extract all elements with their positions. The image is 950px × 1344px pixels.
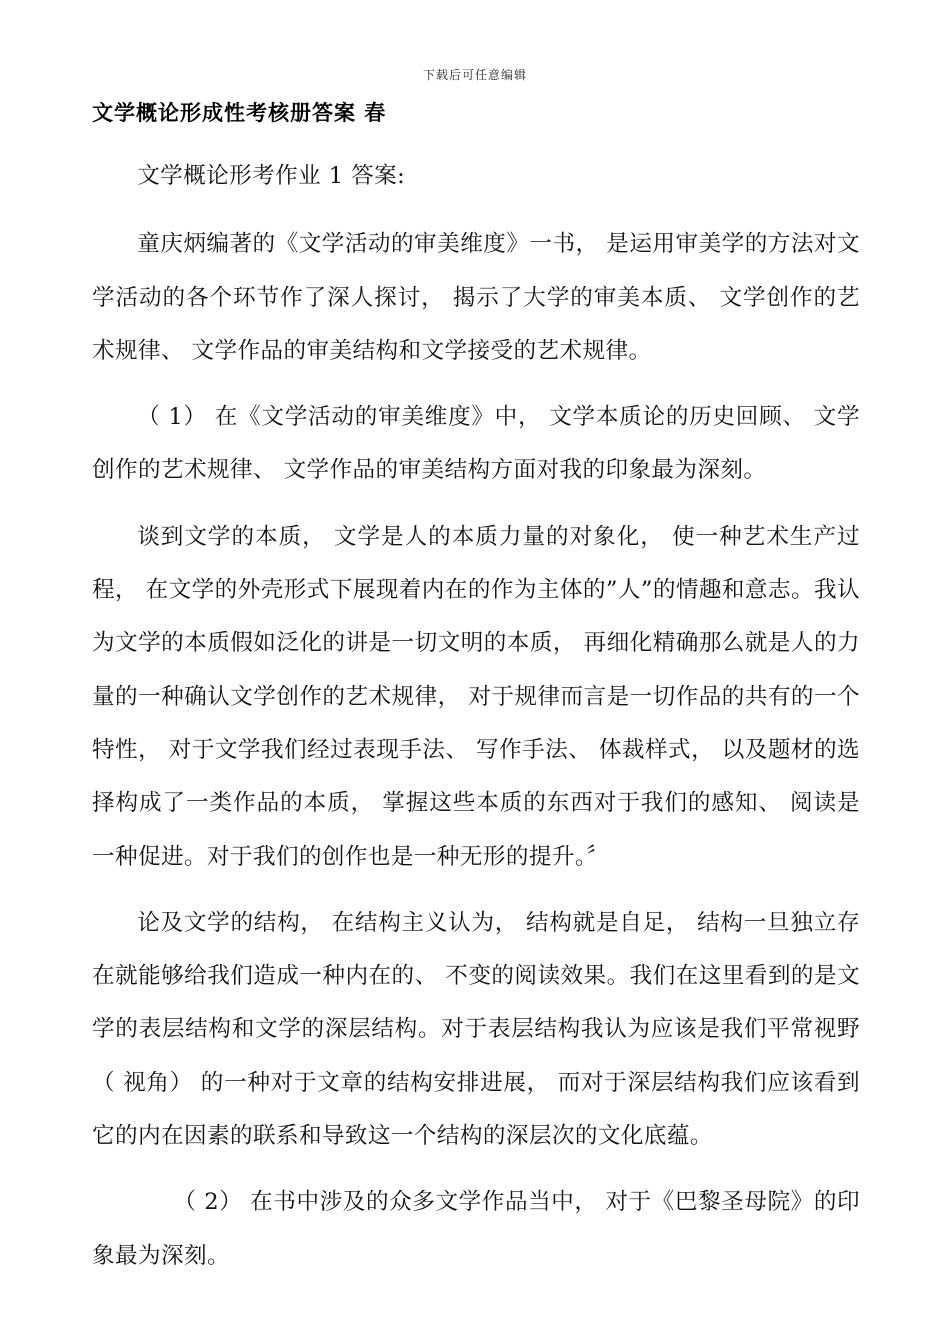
paragraph-structure: 论及文学的结构， 在结构主义认为， 结构就是自足， 结构一旦独立存在就能够给我们造成一种内在的、 不变的阅读效果。我们在这里看到的是文学的表层结构和文学的深层结构。对于表层结构我认为应该是我们平常视野（ 视角） 的一种对于文章的结构安排进展， 而对于深层结构我们应该看到它的内在因素的联系和导致这一个结构的深层次的文化底蕴。: [92, 909, 860, 1150]
document-title: 文学概论形成性考核册答案 春: [92, 101, 387, 125]
assignment-subtitle: 文学概论形考作业 1 答案:: [137, 163, 406, 189]
header-note: 下载后可任意编辑: [422, 68, 527, 82]
paragraph-point-1: （ 1） 在《文学活动的审美维度》中， 文学本质论的历史回顾、 文学创作的艺术规律、 文学作品的审美结构方面对我的印象最为深刻。: [92, 404, 860, 484]
paragraph-intro: 童庆炳编著的《文学活动的审美维度》一书， 是运用审美学的方法对文学活动的各个环节作了深人探讨， 揭示了大学的审美本质、 文学创作的艺术规律、 文学作品的审美结构和文学接受的艺术规律。: [92, 231, 860, 364]
document-body: [92, 150, 860, 1283]
paragraph-essence: 谈到文学的本质， 文学是人的本质力量的对象化， 使一种艺术生产过程， 在文学的外壳形式下展现着内在的作为主体的”人”的情趣和意志。我认为文学的本质假如泛化的讲是一切文明的本质， 再细化精确那么就是人的力量的一种确认文学创作的艺术规律， 对于规律而言是一切作品的共有的一个特性， 对于文学我们经过表现手法、 写作手法、 体裁样式， 以及题材的选择构成了一类作品的本质， 掌握这些本质的东西对于我们的感知、 阅读是一种促进。对于我们的创作也是一种无形的提升。〞: [92, 523, 860, 870]
paragraph-point-2: （ 2） 在书中涉及的众多文学作品当中， 对于《巴黎圣母院》的印象最为深刻。: [92, 1189, 860, 1269]
